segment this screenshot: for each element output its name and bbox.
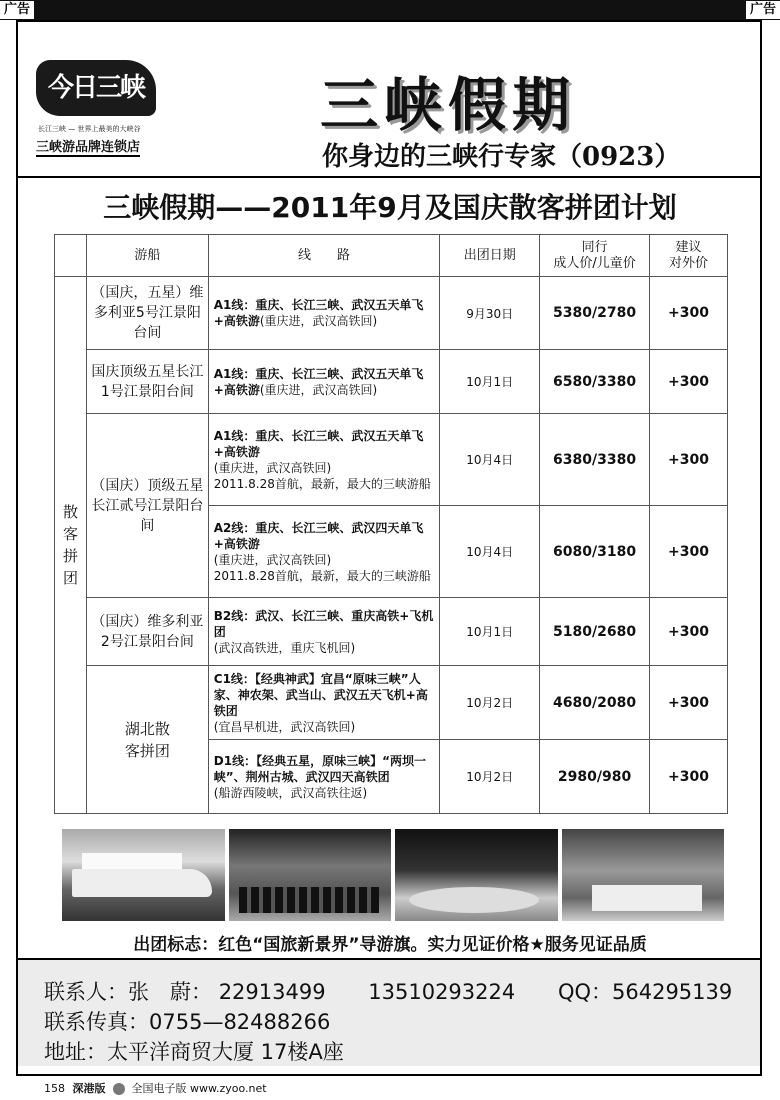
route-title: B2线：武汉、长江三峡、重庆高铁+飞机团 <box>213 608 434 639</box>
pool-shape <box>409 887 539 913</box>
route-title: A1线：重庆、长江三峡、武汉五天单飞+高铁游 <box>213 298 424 328</box>
route-note: (重庆进，武汉高铁回) <box>213 460 332 475</box>
route-note: (船游西陵峡，武汉高铁往返) <box>213 785 368 800</box>
date-cell: 10月2日 <box>440 740 540 814</box>
chairs-shape <box>239 887 379 913</box>
contact-person-row <box>44 976 732 1006</box>
advise-price-cell: +300 <box>650 277 728 350</box>
photo-strip <box>62 829 724 921</box>
table-row <box>55 414 728 506</box>
header-peer-sub: 成人价/儿童价 <box>553 255 636 271</box>
page-footer <box>44 1080 267 1096</box>
header-peer-price <box>540 235 650 277</box>
route-cell <box>208 277 440 350</box>
contact-person: 联系人：张 蔚： <box>44 980 212 1004</box>
route-extra: 2011.8.28首航，最新，最大的三峡游船 <box>213 476 431 491</box>
conference-hall-photo <box>229 829 392 921</box>
contact-panel <box>18 958 760 1066</box>
date-cell: 10月2日 <box>440 666 540 740</box>
company-logo <box>36 60 206 160</box>
advise-price-cell: +300 <box>650 666 728 740</box>
table-row <box>55 666 728 740</box>
logo-title: 今日三峡 <box>36 60 156 116</box>
contact-phone2: 13510293224 <box>368 980 516 1004</box>
contact-qq: QQ：564295139 <box>557 980 733 1004</box>
date-cell: 10月1日 <box>440 350 540 414</box>
advise-price-cell: +300 <box>650 598 728 666</box>
advise-price-cell: +300 <box>650 350 728 414</box>
header-route: 线 路 <box>208 235 440 277</box>
peer-price-cell: 2980/980 <box>540 740 650 814</box>
ship-cell: （国庆）顶级五星长江贰号江景阳台间 <box>86 414 208 598</box>
route-cell <box>208 598 440 666</box>
table-row <box>55 598 728 666</box>
brand-title: 三峡假期 <box>320 71 577 139</box>
header-date: 出团日期 <box>440 235 540 277</box>
route-title: C1线：【经典神武】宜昌“原味三峡”人家、神农架、武当山、武汉五天飞机+高铁团 <box>213 671 428 718</box>
logo-slogan: 长江三峡 — 世界上最美的大峡谷 <box>38 125 141 133</box>
route-title: A1线：重庆、长江三峡、武汉五天单飞+高铁游 <box>213 366 424 397</box>
header-divider <box>18 176 760 178</box>
ship-cell: （国庆）维多利亚2号江景阳台间 <box>86 598 208 666</box>
ship-hull-shape <box>72 869 212 897</box>
date-cell: 10月4日 <box>440 414 540 506</box>
cruise-ship-photo <box>62 829 225 921</box>
header-ship: 游船 <box>86 235 208 277</box>
ad-label-right: 广告 <box>746 1 780 19</box>
peer-price-cell: 5380/2780 <box>540 277 650 350</box>
route-cell <box>208 666 440 740</box>
contact-address: 地址：太平洋商贸大厦 17楼A座 <box>44 1040 344 1064</box>
national-edition: 全国电子版 www.zyoo.net <box>131 1082 267 1095</box>
peer-price-cell: 6580/3380 <box>540 350 650 414</box>
date-cell: 10月1日 <box>440 598 540 666</box>
peer-price-cell: 6380/3380 <box>540 414 650 506</box>
date-cell: 9月30日 <box>440 277 540 350</box>
category-hubei-label: 湖北散客拼团 <box>124 719 170 760</box>
tour-flag-slogan: 出团标志：红色“国旅新景界”导游旗。实力见证价格★服务见证品质 <box>133 935 647 955</box>
category-hubei-cell <box>86 666 208 814</box>
ad-label-left: 广告 <box>0 1 34 19</box>
advise-price-cell: +300 <box>650 506 728 598</box>
publisher-logo-icon <box>113 1083 125 1095</box>
contact-phone1: 22913499 <box>218 980 326 1004</box>
contact-fax: 联系传真：0755—82488266 <box>44 1010 331 1034</box>
edition-label: 深港版 <box>72 1082 106 1095</box>
route-title: A1线：重庆、长江三峡、武汉五天单飞+高铁游 <box>213 428 424 459</box>
top-ad-bar <box>0 0 780 20</box>
bed-shape <box>592 885 702 911</box>
table-header-row <box>55 235 728 277</box>
header-advise-sub: 对外价 <box>669 255 709 271</box>
route-title: A2线：重庆、长江三峡、武汉四天单飞+高铁游 <box>213 520 424 551</box>
logo-store-name: 三峡游品牌连锁店 <box>36 136 140 157</box>
route-note: (重庆进，武汉高铁回) <box>259 382 378 397</box>
route-note: (重庆进，武汉高铁回) <box>213 552 332 567</box>
pool-photo <box>395 829 558 921</box>
peer-price-cell: 5180/2680 <box>540 598 650 666</box>
ship-cell: 国庆顶级五星长江1号江景阳台间 <box>86 350 208 414</box>
route-note: (武汉高铁进，重庆飞机回) <box>213 640 356 655</box>
table-row <box>55 277 728 350</box>
route-cell <box>208 414 440 506</box>
peer-price-cell: 6080/3180 <box>540 506 650 598</box>
plan-headline: 三峡假期——2011年9月及国庆散客拼团计划 <box>103 191 677 224</box>
ship-cell: （国庆，五星）维多利亚5号江景阳台间 <box>86 277 208 350</box>
route-cell <box>208 506 440 598</box>
route-cell <box>208 740 440 814</box>
page-number: 158 <box>44 1082 65 1095</box>
peer-price-cell: 4680/2080 <box>540 666 650 740</box>
route-note: (重庆进，武汉高铁回) <box>259 314 378 328</box>
advise-price-cell: +300 <box>650 414 728 506</box>
advise-price-cell: +300 <box>650 740 728 814</box>
table-row <box>55 350 728 414</box>
category-cell <box>55 277 87 814</box>
route-extra: 2011.8.28首航，最新，最大的三峡游船 <box>213 568 431 583</box>
tour-plan-table <box>54 234 728 814</box>
route-title: D1线：【经典五星，原味三峡】“两坝一峡”、荆州古城、武汉四天高铁团 <box>213 753 426 784</box>
cabin-room-photo <box>562 829 725 921</box>
route-note: (宜昌早机进，武汉高铁回) <box>213 719 356 734</box>
header-advise: 建议 <box>675 239 702 255</box>
category-label: 散客拼团 <box>62 503 78 587</box>
header-advise-price <box>650 235 728 277</box>
route-cell <box>208 350 440 414</box>
header-peer: 同行 <box>581 239 608 255</box>
brand-tagline: 你身边的三峡行专家（0923） <box>322 142 681 172</box>
date-cell: 10月4日 <box>440 506 540 598</box>
header-category <box>55 235 87 277</box>
